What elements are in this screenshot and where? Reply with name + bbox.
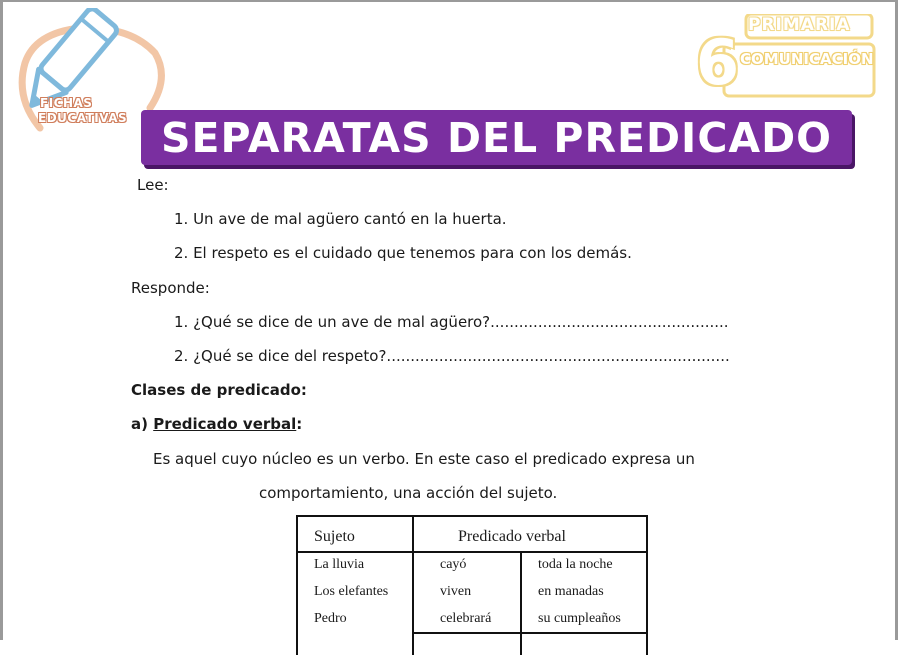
page-border-top (0, 0, 898, 2)
primaria-comunicacion-logo (696, 14, 878, 102)
table-header-predicado: Predicado verbal (458, 528, 566, 545)
table-border (520, 551, 522, 655)
table-header-sujeto: Sujeto (314, 528, 355, 545)
table-border (646, 515, 648, 655)
predicado-verbal-heading (131, 415, 302, 433)
table-border (296, 515, 648, 517)
table-cell: Pedro (314, 611, 347, 626)
logo-level-text: PRIMARIA (748, 15, 851, 35)
responde-item-1: 1. ¿Qué se dice de un ave de mal agüero?.................................................. (174, 313, 729, 331)
subheading-suffix: : (296, 415, 303, 433)
table-cell: Los elefantes (314, 584, 389, 599)
logo-grade-number: 6 (696, 26, 740, 99)
subheading-prefix: a) (131, 415, 154, 433)
table-border (296, 551, 648, 553)
paragraph-line-1: Es aquel cuyo núcleo es un verbo. En este caso el predicado expresa un (153, 450, 695, 468)
lee-label: Lee: (137, 176, 169, 194)
clases-heading: Clases de predicado: (131, 381, 307, 399)
table-cell: La lluvia (314, 557, 365, 572)
logo-subject-text: COMUNICACIÓN (740, 50, 874, 68)
table-cell: cayó (440, 557, 467, 572)
table-cell: su cumpleaños (538, 611, 621, 626)
page-title: SEPARATAS DEL PREDICADO (160, 114, 833, 162)
paragraph-line-2: comportamiento, una acción del sujeto. (259, 484, 558, 502)
subheading-title: Predicado verbal (153, 415, 297, 433)
table-cell: toda la noche (538, 557, 613, 572)
table-cell: celebrará (440, 611, 492, 626)
table-cell: en manadas (538, 584, 604, 599)
lee-item-2: 2. El respeto es el cuidado que tenemos para con los demás. (174, 244, 632, 262)
responde-item-2: 2. ¿Qué se dice del respeto?........................................................................ (174, 347, 730, 365)
table-cell: viven (440, 584, 472, 599)
title-banner (141, 110, 852, 165)
table-border (296, 515, 298, 655)
table-border (412, 515, 414, 655)
page-border-left (0, 0, 3, 640)
lee-item-1: 1. Un ave de mal agüero cantó en la huerta. (174, 210, 507, 228)
logo-text-line1: FICHAS (40, 96, 93, 110)
table-border (412, 632, 648, 634)
responde-label: Responde: (131, 279, 210, 297)
predicado-table (296, 515, 648, 655)
logo-text-line2: EDUCATIVAS (38, 111, 128, 125)
